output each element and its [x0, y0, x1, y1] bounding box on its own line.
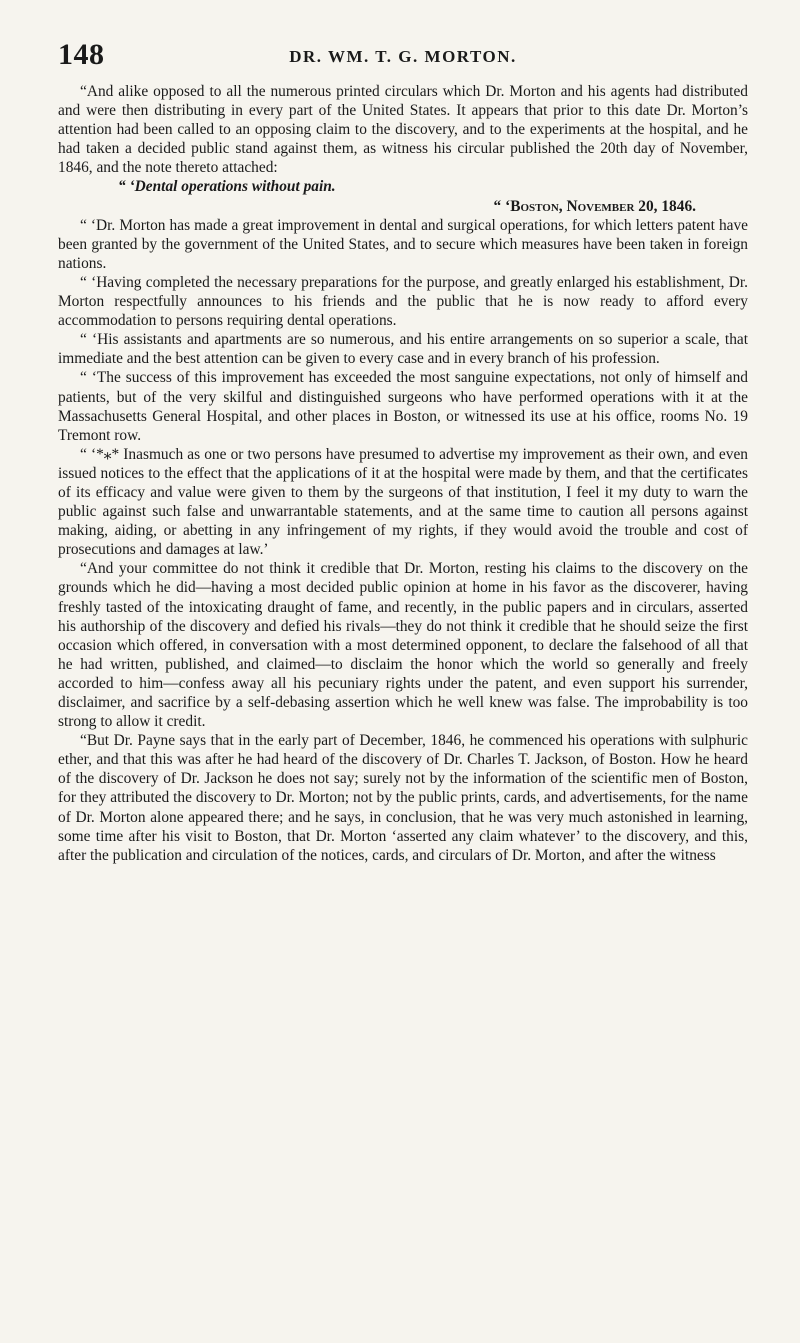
circular-note: “ ‘*⁎* Inasmuch as one or two persons have presumed to advertise my improvement as their own, and even issued notices to the effect that the applications of it at the hospital were made by them, and that the certificates of its efficacy and value were given to them by the surgeons of that institution, I feel it my duty to warn the public against such false and unwarrantable statements, and at the same time to caution all persons against making, aiding, or abetting in any infringement of my rights, if they would avoid the trouble and cost of prosecutions and damages at law.’: [58, 445, 748, 559]
committee-paragraph: “And your committee do not think it credible that Dr. Morton, resting his claims to the discovery on the grounds which he did—having a most decided public opinion at home in his favor as the discoverer, having freshly tasted of the intoxicating draught of fame, and recently, in the public papers and in circulars, asserted his authorship of the discovery and defied his rivals—they do not think it credible that he should seize the first occasion which offered, in conversation with a most determined opponent, to declare the falsehood of all that he had written, published, and claimed—to disclaim the honor which the world so generally and freely accorded to him—confess away all his pecuniary rights under the patent, and even support his surrender, disclaimer, and sacrifice by a self-debasing assertion which he well knew was false. The improbability is too strong to allow it credit.: [58, 560, 748, 731]
circular-paragraph: “ ‘Having completed the necessary preparations for the purpose, and greatly enlarged his establishment, Dr. Morton respectfully announces to his friends and the public that he is now ready to afford every accommodation to persons requiring dental operations.: [58, 273, 748, 330]
page-body: [58, 82, 748, 865]
page-number: 148: [58, 38, 105, 71]
page-header: [58, 38, 748, 78]
circular-paragraph: “ ‘Dr. Morton has made a great improvement in dental and surgical operations, for which letters patent have been granted by the government of the United States, and to secure which measures have been taken in foreign nations.: [58, 216, 748, 272]
payne-paragraph: “But Dr. Payne says that in the early part of December, 1846, he commenced his operations with sulphuric ether, and that this was after he had heard of the discovery of Dr. Charles T. Jackson, of Boston. How he heard of the discovery of Dr. Jackson he does not say; surely not by the information of the scientific men of Boston, for they attributed the discovery to Dr. Morton; not by the public prints, cards, and advertisements, for the name of Dr. Morton alone appeared there; and he says, in conclusion, that he was very much astonished in learning, some time after his visit to Boston, that Dr. Morton ‘asserted any claim whatever’ to the discovery, and this, after the publication and circulation of the notices, cards, and circulars of Dr. Morton, and after the witness: [58, 732, 748, 864]
paragraph-intro: “And alike opposed to all the numerous printed circulars which Dr. Morton and his agents had distributed and were then distributing in every part of the United States. It appears that prior to this date Dr. Morton’s attention had been called to an opposing claim to the discovery, and to the experiments at the hospital, and he had taken a decided public stand against them, as witness his circular published the 20th day of November, 1846, and the note thereto attached:: [58, 83, 748, 177]
running-head: DR. WM. T. G. MORTON.: [289, 47, 517, 66]
circular-paragraph: “ ‘His assistants and apartments are so numerous, and his entire arrangements on so superior a scale, that immediate and the best attention can be given to every case and in every branch of his profession.: [58, 331, 748, 368]
circular-heading: “ ‘Dental operations without pain.: [118, 178, 336, 196]
circular-paragraph: “ ‘The success of this improvement has exceeded the most sanguine expectations, not only of himself and patients, but of the very skilful and distinguished surgeons who have performed operations with it at the Massachusetts General Hospital, and other places in Boston, or witnessed its use at his office, rooms No. 19 Tremont row.: [58, 369, 748, 444]
circular-dateline: “ ‘Boston, November 20, 1846.: [493, 197, 696, 215]
